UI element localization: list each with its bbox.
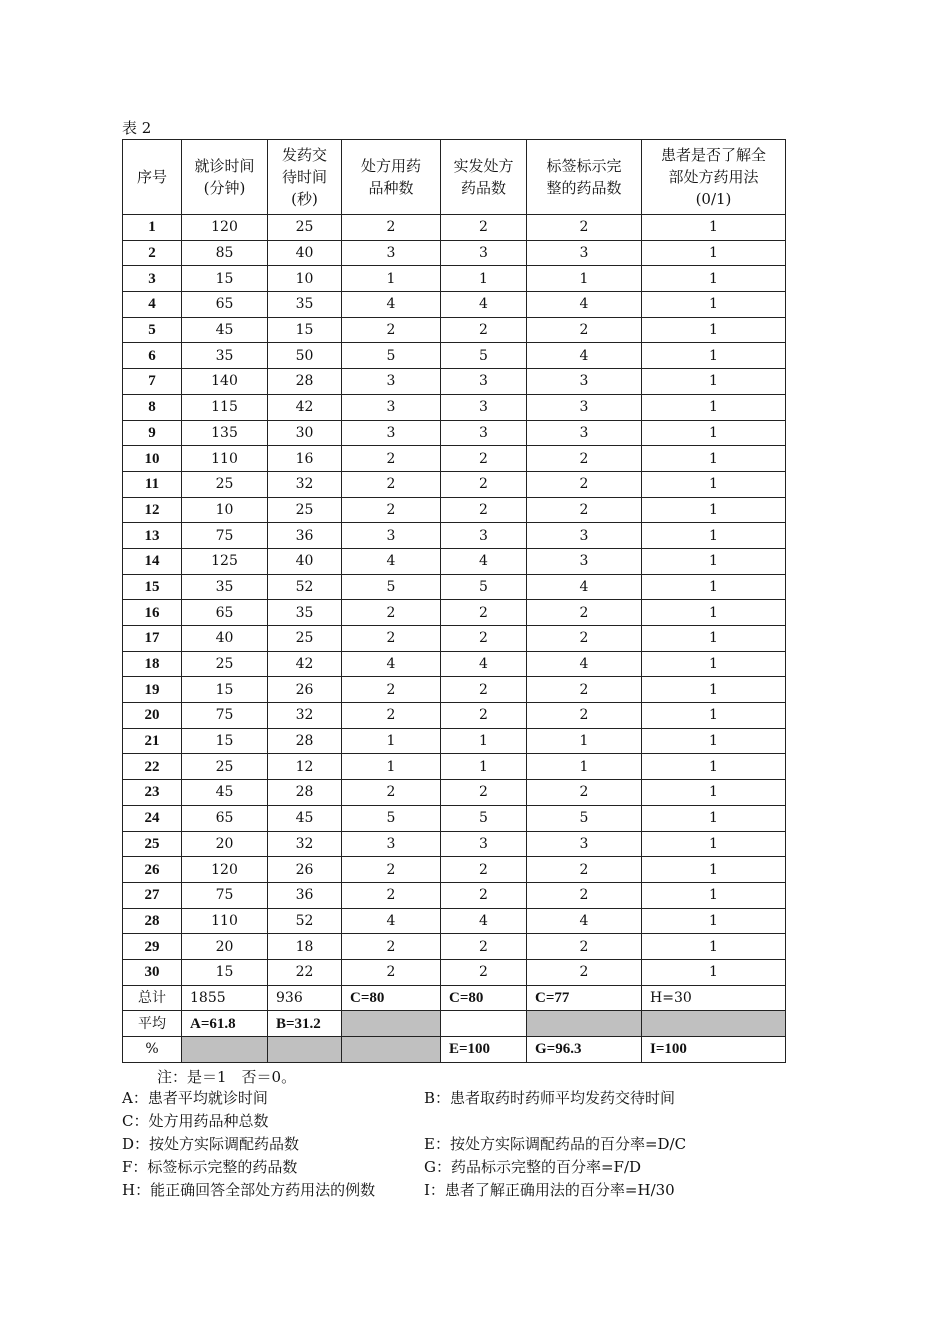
summary-label: 总计 <box>123 985 182 1011</box>
column-header: 序号 <box>123 140 182 215</box>
table-cell: 2 <box>527 703 642 729</box>
table-cell: 1 <box>642 471 786 497</box>
column-header: 就诊时间 (分钟) <box>182 140 268 215</box>
legend-item: D：按处方实际调配药品数 <box>122 1135 300 1153</box>
table-cell: 1 <box>642 754 786 780</box>
row-index: 18 <box>123 651 182 677</box>
table-row <box>123 805 786 831</box>
table-cell: 4 <box>342 548 441 574</box>
table-cell: 3 <box>342 420 441 446</box>
row-index: 9 <box>123 420 182 446</box>
table-cell: 2 <box>441 497 527 523</box>
summary-cell: C=77 <box>527 985 642 1011</box>
table-cell: 2 <box>527 600 642 626</box>
table-cell: 1 <box>642 548 786 574</box>
table-cell: 4 <box>527 343 642 369</box>
table-cell: 1 <box>642 651 786 677</box>
table-cell: 2 <box>441 780 527 806</box>
table-cell: 3 <box>342 394 441 420</box>
table-cell: 2 <box>441 882 527 908</box>
table-cell: 1 <box>527 266 642 292</box>
table-cell: 52 <box>268 908 342 934</box>
table-cell: 32 <box>268 703 342 729</box>
table-cell: 15 <box>182 677 268 703</box>
legend-item: G：药品标示完整的百分率=F/D <box>424 1158 642 1176</box>
table-cell: 26 <box>268 677 342 703</box>
row-index: 29 <box>123 934 182 960</box>
table-cell: 3 <box>342 369 441 395</box>
table-cell: 4 <box>527 574 642 600</box>
table-cell: 125 <box>182 548 268 574</box>
table-cell: 85 <box>182 240 268 266</box>
summary-cell: H=30 <box>642 985 786 1011</box>
table-cell: 2 <box>441 959 527 985</box>
table-cell: 2 <box>527 677 642 703</box>
table-cell: 3 <box>527 831 642 857</box>
table-cell: 1 <box>642 369 786 395</box>
table-cell: 3 <box>342 240 441 266</box>
row-index: 7 <box>123 369 182 395</box>
table-cell: 1 <box>642 728 786 754</box>
table-cell: 1 <box>527 754 642 780</box>
table-cell: 2 <box>342 857 441 883</box>
table-cell: 1 <box>642 831 786 857</box>
table-cell: 25 <box>268 626 342 652</box>
table-cell: 28 <box>268 369 342 395</box>
row-index: 10 <box>123 446 182 472</box>
table-cell: 18 <box>268 934 342 960</box>
row-index: 2 <box>123 240 182 266</box>
table-cell: 2 <box>441 471 527 497</box>
table-cell: 2 <box>441 857 527 883</box>
table-cell: 2 <box>342 703 441 729</box>
table-cell: 40 <box>182 626 268 652</box>
table-cell: 1 <box>642 343 786 369</box>
legend-item: A：患者平均就诊时间 <box>122 1089 268 1107</box>
table-cell: 2 <box>441 626 527 652</box>
row-index: 14 <box>123 548 182 574</box>
table-cell: 35 <box>182 574 268 600</box>
table-row <box>123 317 786 343</box>
table-cell: 3 <box>527 523 642 549</box>
table-row <box>123 780 786 806</box>
row-index: 13 <box>123 523 182 549</box>
table-cell: 36 <box>268 523 342 549</box>
legend-item: C：处方用药品种总数 <box>122 1112 269 1130</box>
table-row <box>123 857 786 883</box>
table-cell: 15 <box>268 317 342 343</box>
table-cell: 65 <box>182 805 268 831</box>
table-cell: 3 <box>527 240 642 266</box>
table-cell: 2 <box>441 446 527 472</box>
table-cell: 75 <box>182 523 268 549</box>
table-cell: 2 <box>342 497 441 523</box>
table-cell: 65 <box>182 600 268 626</box>
table-cell: 1 <box>342 728 441 754</box>
table-cell: 1 <box>642 292 786 318</box>
table-row <box>123 497 786 523</box>
table-cell: 120 <box>182 857 268 883</box>
table-cell: 45 <box>182 317 268 343</box>
table-cell: 25 <box>268 215 342 241</box>
table-row <box>123 626 786 652</box>
table-cell: 3 <box>441 523 527 549</box>
row-index: 12 <box>123 497 182 523</box>
table-cell: 2 <box>527 959 642 985</box>
table-cell: 32 <box>268 831 342 857</box>
summary-cell: C=80 <box>441 985 527 1011</box>
legend-row <box>122 1087 822 1110</box>
table-cell: 120 <box>182 215 268 241</box>
table-cell: 40 <box>268 240 342 266</box>
table-row <box>123 908 786 934</box>
table-cell: 1 <box>441 754 527 780</box>
table-cell: 30 <box>268 420 342 446</box>
table-cell: 25 <box>182 651 268 677</box>
table-cell: 36 <box>268 882 342 908</box>
table-cell: 35 <box>268 292 342 318</box>
totals-row <box>123 985 786 1011</box>
table-cell: 32 <box>268 471 342 497</box>
table-cell: 3 <box>527 369 642 395</box>
row-index: 30 <box>123 959 182 985</box>
legend <box>122 1087 822 1202</box>
table-cell: 110 <box>182 446 268 472</box>
table-cell: 2 <box>527 471 642 497</box>
table-cell: 75 <box>182 703 268 729</box>
table-row <box>123 394 786 420</box>
table-cell: 22 <box>268 959 342 985</box>
table-cell: 1 <box>642 805 786 831</box>
table-cell: 3 <box>527 394 642 420</box>
table-cell: 10 <box>268 266 342 292</box>
table-cell: 75 <box>182 882 268 908</box>
table-cell: 1 <box>441 728 527 754</box>
summary-cell <box>268 1037 342 1063</box>
table-cell: 2 <box>527 882 642 908</box>
legend-row <box>122 1156 822 1179</box>
table-row <box>123 574 786 600</box>
table-cell: 20 <box>182 934 268 960</box>
table-cell: 1 <box>642 626 786 652</box>
table-cell: 5 <box>441 343 527 369</box>
table-cell: 2 <box>441 703 527 729</box>
table-cell: 1 <box>642 523 786 549</box>
table-cell: 2 <box>441 215 527 241</box>
table-cell: 1 <box>642 266 786 292</box>
table-row <box>123 471 786 497</box>
table-cell: 2 <box>342 446 441 472</box>
table-cell: 1 <box>441 266 527 292</box>
table-row <box>123 548 786 574</box>
table-cell: 4 <box>342 651 441 677</box>
table-row <box>123 343 786 369</box>
table-cell: 25 <box>268 497 342 523</box>
table-cell: 42 <box>268 394 342 420</box>
summary-cell <box>642 1011 786 1037</box>
legend-item <box>424 1110 822 1133</box>
summary-label: 平均 <box>123 1011 182 1037</box>
summary-cell: B=31.2 <box>268 1011 342 1037</box>
table-row <box>123 882 786 908</box>
table-cell: 25 <box>182 754 268 780</box>
table-cell: 20 <box>182 831 268 857</box>
table-cell: 2 <box>342 882 441 908</box>
row-index: 19 <box>123 677 182 703</box>
summary-cell: A=61.8 <box>182 1011 268 1037</box>
row-index: 15 <box>123 574 182 600</box>
legend-row <box>122 1110 822 1133</box>
table-cell: 1 <box>642 215 786 241</box>
table-cell: 1 <box>642 934 786 960</box>
table-cell: 3 <box>441 240 527 266</box>
table-cell: 42 <box>268 651 342 677</box>
table-row <box>123 831 786 857</box>
averages-row <box>123 1011 786 1037</box>
table-row <box>123 266 786 292</box>
table-row <box>123 420 786 446</box>
table-cell: 2 <box>527 497 642 523</box>
table-cell: 2 <box>441 934 527 960</box>
table-cell: 4 <box>441 548 527 574</box>
table-cell: 2 <box>527 446 642 472</box>
table-cell: 1 <box>642 394 786 420</box>
table-row <box>123 240 786 266</box>
table-cell: 1 <box>642 600 786 626</box>
table-cell: 45 <box>268 805 342 831</box>
summary-cell <box>441 1011 527 1037</box>
table-cell: 15 <box>182 266 268 292</box>
table-cell: 15 <box>182 728 268 754</box>
table-cell: 4 <box>527 292 642 318</box>
table-cell: 1 <box>342 266 441 292</box>
column-header: 发药交 待时间 (秒) <box>268 140 342 215</box>
summary-cell <box>342 1037 441 1063</box>
table-cell: 16 <box>268 446 342 472</box>
table-cell: 2 <box>527 317 642 343</box>
table-cell: 28 <box>268 780 342 806</box>
table-row <box>123 292 786 318</box>
row-index: 28 <box>123 908 182 934</box>
table-cell: 5 <box>342 343 441 369</box>
table-cell: 1 <box>642 497 786 523</box>
table-cell: 140 <box>182 369 268 395</box>
table-cell: 4 <box>342 292 441 318</box>
table-cell: 5 <box>441 805 527 831</box>
summary-cell: G=96.3 <box>527 1037 642 1063</box>
table-cell: 40 <box>268 548 342 574</box>
row-index: 11 <box>123 471 182 497</box>
table-cell: 15 <box>182 959 268 985</box>
table-cell: 35 <box>182 343 268 369</box>
summary-cell: E=100 <box>441 1037 527 1063</box>
table-cell: 4 <box>441 651 527 677</box>
table-cell: 2 <box>342 780 441 806</box>
table-cell: 10 <box>182 497 268 523</box>
row-index: 25 <box>123 831 182 857</box>
table-cell: 1 <box>642 240 786 266</box>
table-cell: 1 <box>342 754 441 780</box>
summary-cell: 1855 <box>182 985 268 1011</box>
table-cell: 2 <box>441 677 527 703</box>
table-cell: 3 <box>441 394 527 420</box>
table-cell: 5 <box>342 574 441 600</box>
table-cell: 1 <box>527 728 642 754</box>
column-header: 患者是否了解全 部处方药用法 (0/1) <box>642 140 786 215</box>
table-cell: 1 <box>642 420 786 446</box>
table-header-row <box>123 140 786 215</box>
row-index: 20 <box>123 703 182 729</box>
legend-item: F：标签标示完整的药品数 <box>122 1158 298 1176</box>
table-cell: 26 <box>268 857 342 883</box>
table-cell: 28 <box>268 728 342 754</box>
table-cell: 1 <box>642 857 786 883</box>
table-cell: 2 <box>527 215 642 241</box>
table-cell: 5 <box>527 805 642 831</box>
table-cell: 1 <box>642 574 786 600</box>
column-header: 实发处方 药品数 <box>441 140 527 215</box>
legend-row <box>122 1179 822 1202</box>
table-cell: 2 <box>342 626 441 652</box>
table-cell: 4 <box>441 292 527 318</box>
table-cell: 25 <box>182 471 268 497</box>
table-cell: 3 <box>441 831 527 857</box>
table-cell: 2 <box>527 626 642 652</box>
table-cell: 4 <box>441 908 527 934</box>
table-cell: 52 <box>268 574 342 600</box>
row-index: 23 <box>123 780 182 806</box>
table-cell: 1 <box>642 908 786 934</box>
column-header: 标签标示完 整的药品数 <box>527 140 642 215</box>
table-cell: 2 <box>527 857 642 883</box>
summary-cell <box>527 1011 642 1037</box>
table-cell: 3 <box>342 523 441 549</box>
table-row <box>123 215 786 241</box>
table-row <box>123 703 786 729</box>
prescription-table <box>122 139 786 1063</box>
table-row <box>123 754 786 780</box>
table-cell: 2 <box>441 317 527 343</box>
row-index: 6 <box>123 343 182 369</box>
row-index: 17 <box>123 626 182 652</box>
table-cell: 2 <box>342 471 441 497</box>
table-cell: 1 <box>642 959 786 985</box>
table-cell: 2 <box>342 600 441 626</box>
row-index: 1 <box>123 215 182 241</box>
table-cell: 2 <box>342 934 441 960</box>
row-index: 5 <box>123 317 182 343</box>
table-row <box>123 523 786 549</box>
table-cell: 3 <box>527 420 642 446</box>
percent-row <box>123 1037 786 1063</box>
table-cell: 5 <box>342 805 441 831</box>
row-index: 8 <box>123 394 182 420</box>
table-row <box>123 728 786 754</box>
table-row <box>123 600 786 626</box>
table-cell: 4 <box>527 908 642 934</box>
table-cell: 5 <box>441 574 527 600</box>
row-index: 24 <box>123 805 182 831</box>
table-cell: 3 <box>441 420 527 446</box>
table-cell: 50 <box>268 343 342 369</box>
table-cell: 1 <box>642 446 786 472</box>
table-cell: 2 <box>441 600 527 626</box>
table-cell: 3 <box>342 831 441 857</box>
column-header: 处方用药 品种数 <box>342 140 441 215</box>
table-cell: 1 <box>642 703 786 729</box>
row-index: 26 <box>123 857 182 883</box>
table-row <box>123 934 786 960</box>
table-caption: 表 2 <box>122 119 152 137</box>
row-index: 4 <box>123 292 182 318</box>
table-cell: 2 <box>527 780 642 806</box>
table-cell: 110 <box>182 908 268 934</box>
table-cell: 2 <box>342 959 441 985</box>
legend-item: I：患者了解正确用法的百分率=H/30 <box>424 1181 675 1199</box>
table-cell: 115 <box>182 394 268 420</box>
legend-row <box>122 1133 822 1156</box>
row-index: 3 <box>123 266 182 292</box>
table-cell: 2 <box>342 215 441 241</box>
legend-item: E：按处方实际调配药品的百分率=D/C <box>424 1135 687 1153</box>
table-row <box>123 677 786 703</box>
table-row <box>123 369 786 395</box>
table-cell: 3 <box>527 548 642 574</box>
legend-item: B：患者取药时药师平均发药交待时间 <box>424 1089 676 1107</box>
summary-cell: 936 <box>268 985 342 1011</box>
table-cell: 4 <box>342 908 441 934</box>
summary-cell: I=100 <box>642 1037 786 1063</box>
table-cell: 1 <box>642 317 786 343</box>
row-index: 16 <box>123 600 182 626</box>
summary-cell <box>182 1037 268 1063</box>
table-row <box>123 651 786 677</box>
row-index: 22 <box>123 754 182 780</box>
table-cell: 1 <box>642 882 786 908</box>
table-row <box>123 446 786 472</box>
table-cell: 65 <box>182 292 268 318</box>
legend-item: H：能正确回答全部处方药用法的例数 <box>122 1181 376 1199</box>
table-cell: 2 <box>342 317 441 343</box>
table-cell: 135 <box>182 420 268 446</box>
row-index: 21 <box>123 728 182 754</box>
summary-cell: C=80 <box>342 985 441 1011</box>
table-cell: 45 <box>182 780 268 806</box>
table-cell: 1 <box>642 677 786 703</box>
table-cell: 2 <box>527 934 642 960</box>
table-cell: 1 <box>642 780 786 806</box>
summary-cell <box>342 1011 441 1037</box>
table-cell: 3 <box>441 369 527 395</box>
row-index: 27 <box>123 882 182 908</box>
table-note: 注：是＝1 否＝0。 <box>157 1068 297 1086</box>
table-cell: 2 <box>342 677 441 703</box>
table-cell: 12 <box>268 754 342 780</box>
summary-label: % <box>123 1037 182 1063</box>
table-cell: 35 <box>268 600 342 626</box>
table-cell: 4 <box>527 651 642 677</box>
table-row <box>123 959 786 985</box>
